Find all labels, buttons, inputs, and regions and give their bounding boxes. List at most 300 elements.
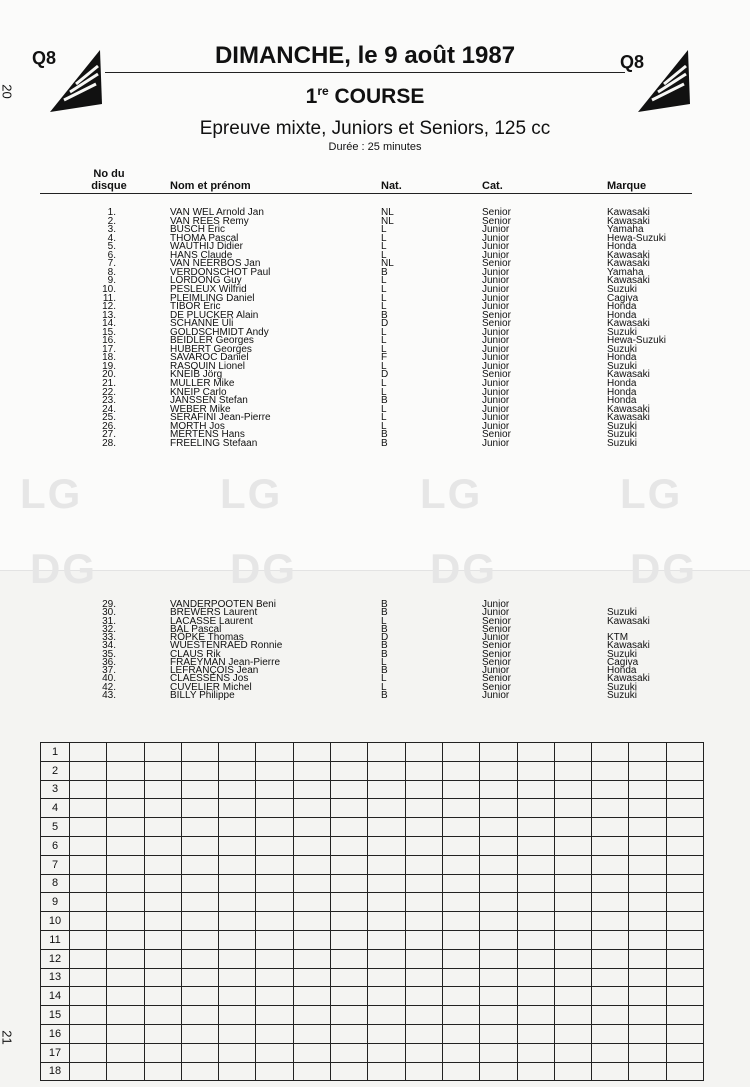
- grid-cell[interactable]: [629, 818, 666, 837]
- grid-cell[interactable]: [293, 761, 330, 780]
- grid-cell[interactable]: [331, 799, 368, 818]
- grid-cell[interactable]: [442, 855, 479, 874]
- grid-cell[interactable]: [554, 799, 591, 818]
- grid-cell[interactable]: [405, 930, 442, 949]
- grid-cell[interactable]: [480, 743, 517, 762]
- grid-cell[interactable]: [70, 968, 107, 987]
- grid-cell[interactable]: [554, 912, 591, 931]
- grid-cell[interactable]: [368, 930, 405, 949]
- grid-cell[interactable]: [629, 930, 666, 949]
- grid-cell[interactable]: [368, 874, 405, 893]
- grid-cell[interactable]: [256, 968, 293, 987]
- grid-cell[interactable]: [480, 1024, 517, 1043]
- grid-cell[interactable]: [219, 949, 256, 968]
- grid-cell[interactable]: [331, 949, 368, 968]
- grid-cell[interactable]: [219, 1062, 256, 1081]
- grid-cell[interactable]: [592, 836, 629, 855]
- grid-cell[interactable]: [256, 987, 293, 1006]
- grid-cell[interactable]: [666, 893, 703, 912]
- grid-cell[interactable]: [629, 836, 666, 855]
- grid-cell[interactable]: [293, 836, 330, 855]
- grid-cell[interactable]: [442, 1024, 479, 1043]
- grid-cell[interactable]: [293, 1043, 330, 1062]
- grid-cell[interactable]: [70, 874, 107, 893]
- grid-cell[interactable]: [293, 987, 330, 1006]
- grid-cell[interactable]: [144, 1043, 181, 1062]
- grid-cell[interactable]: [517, 855, 554, 874]
- grid-cell[interactable]: [592, 968, 629, 987]
- grid-cell[interactable]: [107, 1043, 144, 1062]
- grid-cell[interactable]: [666, 799, 703, 818]
- grid-cell[interactable]: [256, 1006, 293, 1025]
- grid-cell[interactable]: [293, 949, 330, 968]
- grid-cell[interactable]: [554, 1006, 591, 1025]
- grid-cell[interactable]: [405, 1006, 442, 1025]
- grid-cell[interactable]: [368, 987, 405, 1006]
- grid-cell[interactable]: [144, 855, 181, 874]
- grid-cell[interactable]: [70, 836, 107, 855]
- grid-cell[interactable]: [405, 893, 442, 912]
- grid-cell[interactable]: [554, 855, 591, 874]
- grid-cell[interactable]: [219, 818, 256, 837]
- grid-cell[interactable]: [666, 1006, 703, 1025]
- grid-cell[interactable]: [405, 912, 442, 931]
- grid-cell[interactable]: [70, 987, 107, 1006]
- grid-cell[interactable]: [181, 949, 218, 968]
- grid-cell[interactable]: [70, 1024, 107, 1043]
- grid-cell[interactable]: [181, 1062, 218, 1081]
- grid-cell[interactable]: [256, 912, 293, 931]
- grid-cell[interactable]: [368, 799, 405, 818]
- grid-cell[interactable]: [517, 1043, 554, 1062]
- grid-cell[interactable]: [144, 1024, 181, 1043]
- grid-cell[interactable]: [107, 987, 144, 1006]
- grid-cell[interactable]: [629, 855, 666, 874]
- grid-cell[interactable]: [442, 818, 479, 837]
- grid-cell[interactable]: [368, 893, 405, 912]
- grid-cell[interactable]: [144, 780, 181, 799]
- grid-cell[interactable]: [70, 930, 107, 949]
- grid-cell[interactable]: [405, 855, 442, 874]
- grid-cell[interactable]: [181, 1024, 218, 1043]
- grid-cell[interactable]: [480, 949, 517, 968]
- grid-cell[interactable]: [442, 987, 479, 1006]
- grid-cell[interactable]: [331, 968, 368, 987]
- grid-cell[interactable]: [592, 799, 629, 818]
- grid-cell[interactable]: [592, 930, 629, 949]
- grid-cell[interactable]: [331, 1062, 368, 1081]
- grid-cell[interactable]: [219, 836, 256, 855]
- grid-cell[interactable]: [181, 893, 218, 912]
- grid-cell[interactable]: [256, 949, 293, 968]
- grid-cell[interactable]: [517, 912, 554, 931]
- grid-cell[interactable]: [405, 1043, 442, 1062]
- grid-cell[interactable]: [629, 1024, 666, 1043]
- grid-cell[interactable]: [331, 1043, 368, 1062]
- grid-cell[interactable]: [442, 912, 479, 931]
- grid-cell[interactable]: [293, 799, 330, 818]
- grid-cell[interactable]: [629, 1062, 666, 1081]
- grid-cell[interactable]: [219, 874, 256, 893]
- grid-cell[interactable]: [480, 874, 517, 893]
- grid-cell[interactable]: [666, 1043, 703, 1062]
- grid-cell[interactable]: [144, 874, 181, 893]
- grid-cell[interactable]: [219, 1024, 256, 1043]
- grid-cell[interactable]: [368, 1006, 405, 1025]
- grid-cell[interactable]: [368, 912, 405, 931]
- grid-cell[interactable]: [293, 874, 330, 893]
- grid-cell[interactable]: [181, 836, 218, 855]
- grid-cell[interactable]: [517, 893, 554, 912]
- grid-cell[interactable]: [331, 930, 368, 949]
- grid-cell[interactable]: [219, 1006, 256, 1025]
- grid-cell[interactable]: [554, 743, 591, 762]
- grid-cell[interactable]: [107, 855, 144, 874]
- grid-cell[interactable]: [256, 743, 293, 762]
- grid-cell[interactable]: [592, 743, 629, 762]
- grid-cell[interactable]: [181, 1006, 218, 1025]
- grid-cell[interactable]: [592, 874, 629, 893]
- grid-cell[interactable]: [480, 761, 517, 780]
- grid-cell[interactable]: [256, 780, 293, 799]
- grid-cell[interactable]: [592, 893, 629, 912]
- grid-cell[interactable]: [629, 780, 666, 799]
- grid-cell[interactable]: [442, 874, 479, 893]
- grid-cell[interactable]: [144, 836, 181, 855]
- grid-cell[interactable]: [480, 968, 517, 987]
- grid-cell[interactable]: [368, 761, 405, 780]
- grid-cell[interactable]: [592, 855, 629, 874]
- grid-cell[interactable]: [107, 912, 144, 931]
- grid-cell[interactable]: [405, 743, 442, 762]
- grid-cell[interactable]: [480, 799, 517, 818]
- grid-cell[interactable]: [331, 1006, 368, 1025]
- grid-cell[interactable]: [405, 761, 442, 780]
- grid-cell[interactable]: [629, 1043, 666, 1062]
- grid-cell[interactable]: [592, 1024, 629, 1043]
- grid-cell[interactable]: [554, 1062, 591, 1081]
- grid-cell[interactable]: [144, 1062, 181, 1081]
- grid-cell[interactable]: [666, 874, 703, 893]
- grid-cell[interactable]: [107, 1024, 144, 1043]
- grid-cell[interactable]: [293, 1062, 330, 1081]
- grid-cell[interactable]: [517, 836, 554, 855]
- grid-cell[interactable]: [592, 949, 629, 968]
- grid-cell[interactable]: [70, 912, 107, 931]
- grid-cell[interactable]: [256, 1024, 293, 1043]
- grid-cell[interactable]: [331, 1024, 368, 1043]
- grid-cell[interactable]: [405, 780, 442, 799]
- grid-cell[interactable]: [181, 799, 218, 818]
- grid-cell[interactable]: [256, 799, 293, 818]
- grid-cell[interactable]: [480, 1062, 517, 1081]
- grid-cell[interactable]: [592, 987, 629, 1006]
- grid-cell[interactable]: [256, 893, 293, 912]
- grid-cell[interactable]: [666, 743, 703, 762]
- grid-cell[interactable]: [666, 930, 703, 949]
- grid-cell[interactable]: [107, 930, 144, 949]
- grid-cell[interactable]: [219, 799, 256, 818]
- grid-cell[interactable]: [293, 743, 330, 762]
- grid-cell[interactable]: [517, 874, 554, 893]
- grid-cell[interactable]: [405, 949, 442, 968]
- grid-cell[interactable]: [181, 855, 218, 874]
- grid-cell[interactable]: [107, 761, 144, 780]
- grid-cell[interactable]: [144, 912, 181, 931]
- grid-cell[interactable]: [219, 930, 256, 949]
- grid-cell[interactable]: [405, 818, 442, 837]
- grid-cell[interactable]: [554, 818, 591, 837]
- grid-cell[interactable]: [517, 1024, 554, 1043]
- grid-cell[interactable]: [293, 1024, 330, 1043]
- grid-cell[interactable]: [442, 949, 479, 968]
- grid-cell[interactable]: [144, 761, 181, 780]
- grid-cell[interactable]: [107, 1006, 144, 1025]
- grid-cell[interactable]: [331, 874, 368, 893]
- grid-cell[interactable]: [144, 818, 181, 837]
- grid-cell[interactable]: [405, 836, 442, 855]
- grid-cell[interactable]: [331, 818, 368, 837]
- grid-cell[interactable]: [442, 836, 479, 855]
- grid-cell[interactable]: [442, 1043, 479, 1062]
- grid-cell[interactable]: [405, 799, 442, 818]
- grid-cell[interactable]: [405, 1024, 442, 1043]
- grid-cell[interactable]: [293, 893, 330, 912]
- grid-cell[interactable]: [293, 855, 330, 874]
- grid-cell[interactable]: [405, 1062, 442, 1081]
- grid-cell[interactable]: [293, 930, 330, 949]
- grid-cell[interactable]: [554, 761, 591, 780]
- grid-cell[interactable]: [517, 818, 554, 837]
- grid-cell[interactable]: [517, 949, 554, 968]
- grid-cell[interactable]: [629, 968, 666, 987]
- grid-cell[interactable]: [592, 912, 629, 931]
- grid-cell[interactable]: [666, 818, 703, 837]
- grid-cell[interactable]: [368, 836, 405, 855]
- grid-cell[interactable]: [368, 780, 405, 799]
- grid-cell[interactable]: [554, 1024, 591, 1043]
- grid-cell[interactable]: [554, 968, 591, 987]
- grid-cell[interactable]: [256, 818, 293, 837]
- grid-cell[interactable]: [554, 1043, 591, 1062]
- grid-cell[interactable]: [331, 893, 368, 912]
- grid-cell[interactable]: [107, 968, 144, 987]
- grid-cell[interactable]: [256, 836, 293, 855]
- grid-cell[interactable]: [442, 893, 479, 912]
- grid-cell[interactable]: [480, 987, 517, 1006]
- grid-cell[interactable]: [442, 743, 479, 762]
- grid-cell[interactable]: [517, 1062, 554, 1081]
- grid-cell[interactable]: [256, 930, 293, 949]
- grid-cell[interactable]: [666, 761, 703, 780]
- grid-cell[interactable]: [666, 949, 703, 968]
- grid-cell[interactable]: [331, 780, 368, 799]
- grid-cell[interactable]: [592, 818, 629, 837]
- grid-cell[interactable]: [107, 1062, 144, 1081]
- grid-cell[interactable]: [331, 987, 368, 1006]
- grid-cell[interactable]: [554, 949, 591, 968]
- grid-cell[interactable]: [144, 987, 181, 1006]
- grid-cell[interactable]: [592, 761, 629, 780]
- grid-cell[interactable]: [107, 818, 144, 837]
- grid-cell[interactable]: [331, 761, 368, 780]
- grid-cell[interactable]: [219, 893, 256, 912]
- grid-cell[interactable]: [219, 968, 256, 987]
- grid-cell[interactable]: [144, 968, 181, 987]
- grid-cell[interactable]: [554, 893, 591, 912]
- grid-cell[interactable]: [107, 743, 144, 762]
- grid-cell[interactable]: [480, 780, 517, 799]
- grid-cell[interactable]: [70, 893, 107, 912]
- grid-cell[interactable]: [144, 743, 181, 762]
- grid-cell[interactable]: [70, 1043, 107, 1062]
- grid-cell[interactable]: [517, 799, 554, 818]
- grid-cell[interactable]: [181, 930, 218, 949]
- grid-cell[interactable]: [442, 1062, 479, 1081]
- grid-cell[interactable]: [144, 893, 181, 912]
- grid-cell[interactable]: [480, 893, 517, 912]
- grid-cell[interactable]: [442, 780, 479, 799]
- grid-cell[interactable]: [517, 761, 554, 780]
- grid-cell[interactable]: [629, 1006, 666, 1025]
- grid-cell[interactable]: [368, 1062, 405, 1081]
- grid-cell[interactable]: [368, 949, 405, 968]
- grid-cell[interactable]: [219, 1043, 256, 1062]
- grid-cell[interactable]: [181, 874, 218, 893]
- grid-cell[interactable]: [181, 1043, 218, 1062]
- grid-cell[interactable]: [480, 930, 517, 949]
- grid-cell[interactable]: [666, 1024, 703, 1043]
- grid-cell[interactable]: [666, 912, 703, 931]
- grid-cell[interactable]: [144, 1006, 181, 1025]
- grid-cell[interactable]: [517, 780, 554, 799]
- grid-cell[interactable]: [256, 1062, 293, 1081]
- grid-cell[interactable]: [70, 818, 107, 837]
- grid-cell[interactable]: [181, 818, 218, 837]
- grid-cell[interactable]: [666, 836, 703, 855]
- grid-cell[interactable]: [219, 780, 256, 799]
- grid-cell[interactable]: [666, 780, 703, 799]
- grid-cell[interactable]: [331, 855, 368, 874]
- grid-cell[interactable]: [629, 893, 666, 912]
- grid-cell[interactable]: [219, 743, 256, 762]
- grid-cell[interactable]: [107, 893, 144, 912]
- grid-cell[interactable]: [107, 780, 144, 799]
- grid-cell[interactable]: [107, 836, 144, 855]
- grid-cell[interactable]: [107, 874, 144, 893]
- grid-cell[interactable]: [70, 761, 107, 780]
- grid-cell[interactable]: [666, 1062, 703, 1081]
- grid-cell[interactable]: [181, 780, 218, 799]
- grid-cell[interactable]: [70, 799, 107, 818]
- grid-cell[interactable]: [442, 761, 479, 780]
- grid-cell[interactable]: [666, 987, 703, 1006]
- grid-cell[interactable]: [219, 912, 256, 931]
- grid-cell[interactable]: [70, 855, 107, 874]
- grid-cell[interactable]: [256, 874, 293, 893]
- grid-cell[interactable]: [405, 874, 442, 893]
- grid-cell[interactable]: [629, 912, 666, 931]
- grid-cell[interactable]: [554, 987, 591, 1006]
- grid-cell[interactable]: [331, 836, 368, 855]
- grid-cell[interactable]: [107, 799, 144, 818]
- grid-cell[interactable]: [368, 968, 405, 987]
- grid-cell[interactable]: [107, 949, 144, 968]
- grid-cell[interactable]: [70, 949, 107, 968]
- grid-cell[interactable]: [219, 987, 256, 1006]
- grid-cell[interactable]: [181, 761, 218, 780]
- grid-cell[interactable]: [480, 1006, 517, 1025]
- grid-cell[interactable]: [293, 1006, 330, 1025]
- grid-cell[interactable]: [442, 1006, 479, 1025]
- grid-cell[interactable]: [629, 761, 666, 780]
- grid-cell[interactable]: [592, 780, 629, 799]
- grid-cell[interactable]: [442, 930, 479, 949]
- grid-cell[interactable]: [256, 1043, 293, 1062]
- grid-cell[interactable]: [554, 930, 591, 949]
- grid-cell[interactable]: [181, 743, 218, 762]
- grid-cell[interactable]: [480, 836, 517, 855]
- grid-cell[interactable]: [331, 912, 368, 931]
- grid-cell[interactable]: [70, 1006, 107, 1025]
- grid-cell[interactable]: [629, 743, 666, 762]
- grid-cell[interactable]: [293, 818, 330, 837]
- grid-cell[interactable]: [517, 743, 554, 762]
- grid-cell[interactable]: [144, 930, 181, 949]
- grid-cell[interactable]: [592, 1062, 629, 1081]
- grid-cell[interactable]: [405, 987, 442, 1006]
- grid-cell[interactable]: [256, 761, 293, 780]
- grid-cell[interactable]: [517, 968, 554, 987]
- grid-cell[interactable]: [480, 855, 517, 874]
- grid-cell[interactable]: [629, 949, 666, 968]
- grid-cell[interactable]: [480, 1043, 517, 1062]
- grid-cell[interactable]: [405, 968, 442, 987]
- grid-cell[interactable]: [629, 799, 666, 818]
- grid-cell[interactable]: [219, 855, 256, 874]
- grid-cell[interactable]: [368, 818, 405, 837]
- grid-cell[interactable]: [629, 874, 666, 893]
- grid-cell[interactable]: [293, 912, 330, 931]
- grid-cell[interactable]: [554, 780, 591, 799]
- grid-cell[interactable]: [181, 968, 218, 987]
- grid-cell[interactable]: [480, 912, 517, 931]
- grid-cell[interactable]: [70, 1062, 107, 1081]
- grid-cell[interactable]: [293, 968, 330, 987]
- grid-cell[interactable]: [70, 780, 107, 799]
- grid-cell[interactable]: [554, 874, 591, 893]
- grid-cell[interactable]: [293, 780, 330, 799]
- grid-cell[interactable]: [517, 987, 554, 1006]
- grid-cell[interactable]: [368, 1024, 405, 1043]
- grid-cell[interactable]: [368, 743, 405, 762]
- grid-cell[interactable]: [70, 743, 107, 762]
- grid-cell[interactable]: [219, 761, 256, 780]
- grid-cell[interactable]: [592, 1006, 629, 1025]
- grid-cell[interactable]: [368, 855, 405, 874]
- grid-cell[interactable]: [144, 799, 181, 818]
- grid-cell[interactable]: [480, 818, 517, 837]
- grid-cell[interactable]: [517, 1006, 554, 1025]
- grid-cell[interactable]: [368, 1043, 405, 1062]
- grid-cell[interactable]: [554, 836, 591, 855]
- grid-cell[interactable]: [592, 1043, 629, 1062]
- grid-cell[interactable]: [517, 930, 554, 949]
- grid-cell[interactable]: [256, 855, 293, 874]
- grid-cell[interactable]: [442, 968, 479, 987]
- grid-cell[interactable]: [181, 912, 218, 931]
- grid-cell[interactable]: [442, 799, 479, 818]
